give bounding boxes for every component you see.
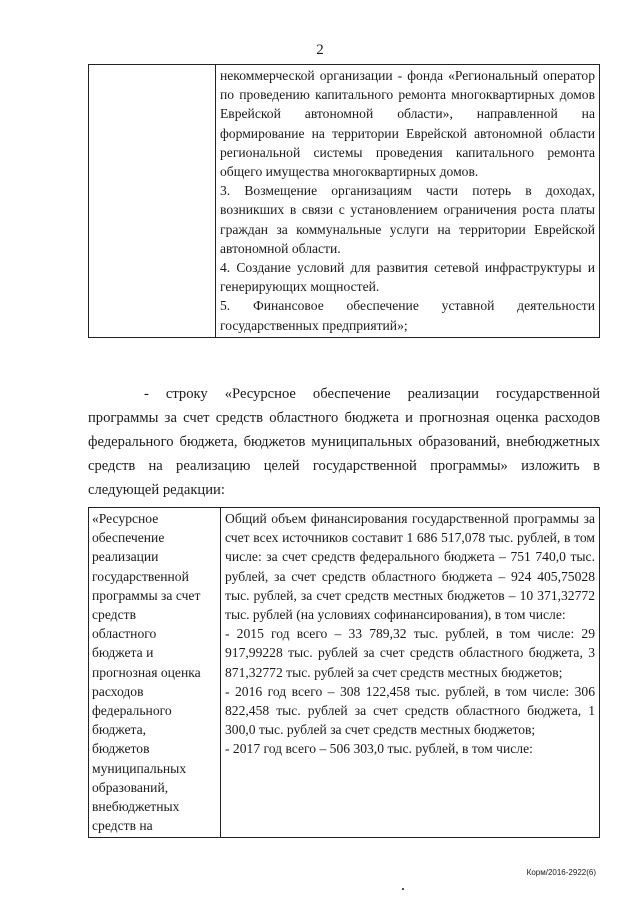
row-label-line: прогнозная оценка bbox=[92, 664, 201, 680]
table1-right-cell bbox=[216, 65, 600, 338]
page-number: 2 bbox=[316, 42, 324, 58]
row-label-line: «Ресурсное bbox=[92, 511, 159, 526]
funding-paragraph: - 2017 год всего – 506 303,0 тыс. рублей, в том числе: bbox=[225, 741, 533, 757]
funding-paragraph: - 2015 год всего – 33 789,32 тыс. рублей, в том числе: 29 917,99228 тыс. рублей за счет средств областного бюджета, 3 871,32772 тыс. рублей за счет средств местных бюджетов; bbox=[225, 626, 595, 680]
row-label-line: обеспечение bbox=[92, 530, 165, 546]
row-label-line: государственной bbox=[92, 568, 189, 584]
row-label-line: образований, bbox=[92, 779, 169, 795]
table1-paragraph: некоммерческой организации - фонда «Региональный оператор по проведению капитального ремонта многоквартирных домов Еврейской автономной области», направленной на формирование на территории Еврейской автономной области региональной системы проведения капитального ремонта общего имущества многоквартирных домов. bbox=[220, 68, 595, 180]
resource-provision-table bbox=[88, 507, 600, 838]
table1-paragraph: 3. Возмещение организациям части потерь в доходах, возникших в связи с установлением ограничения роста платы граждан за коммунальные услуги на территории Еврейской автономной области. bbox=[220, 183, 595, 256]
funding-paragraph: Общий объем финансирования государственной программы за счет всех источников составит 1 686 517,078 тыс. рублей, в том числе: за счет средств федерального бюджета – 751 740,0 тыс. рублей, за счет средств областного бюджета – 924 405,75028 тыс. рублей, за счет средств местных бюджетов – 10 371,32772 тыс. рублей (на условиях софинансирования), в том числе: bbox=[225, 511, 595, 623]
row-label-line: реализации bbox=[92, 549, 159, 565]
amendment-paragraph: - строку «Ресурсное обеспечение реализации государственной программы за счет средств областного бюджета и прогнозная оценка расходов федерального бюджета, бюджетов муниципальных образований, внебюджетных средств на реализацию целей государственной программы» изложить в следующей редакции: bbox=[88, 386, 600, 498]
program-table-continued bbox=[88, 64, 600, 338]
document-code: Корм/2016-2922(6) bbox=[526, 868, 596, 877]
scan-dot bbox=[402, 888, 404, 890]
row-label-line: программы за счет bbox=[92, 587, 201, 603]
row-label-line: расходов bbox=[92, 683, 144, 699]
table1-paragraph: 4. Создание условий для развития сетевой инфраструктуры и генерирующих мощностей. bbox=[220, 260, 595, 295]
row-label-line: бюджета и bbox=[92, 645, 154, 661]
row-label-line: средств на bbox=[92, 818, 153, 834]
table2-right-cell bbox=[221, 508, 600, 838]
row-label-line: средств bbox=[92, 607, 136, 623]
row-label-line: областного bbox=[92, 626, 157, 642]
funding-paragraph: - 2016 год всего – 308 122,458 тыс. рублей, в том числе: 306 822,458 тыс. рублей за счет средств областного бюджета, 1 300,0 тыс. рублей за счет средств местных бюджетов; bbox=[225, 683, 595, 738]
row-label-line: бюджета, bbox=[92, 722, 147, 738]
row-label-line: внебюджетных bbox=[92, 799, 180, 815]
row-label-line: федерального bbox=[92, 703, 172, 719]
table1-left-cell bbox=[89, 65, 216, 338]
table2-left-cell bbox=[89, 508, 221, 838]
table1-paragraph: 5. Финансовое обеспечение уставной деятельности государственных предприятий»; bbox=[220, 298, 595, 333]
row-label-line: бюджетов bbox=[92, 741, 150, 757]
row-label-line: муниципальных bbox=[92, 760, 187, 776]
